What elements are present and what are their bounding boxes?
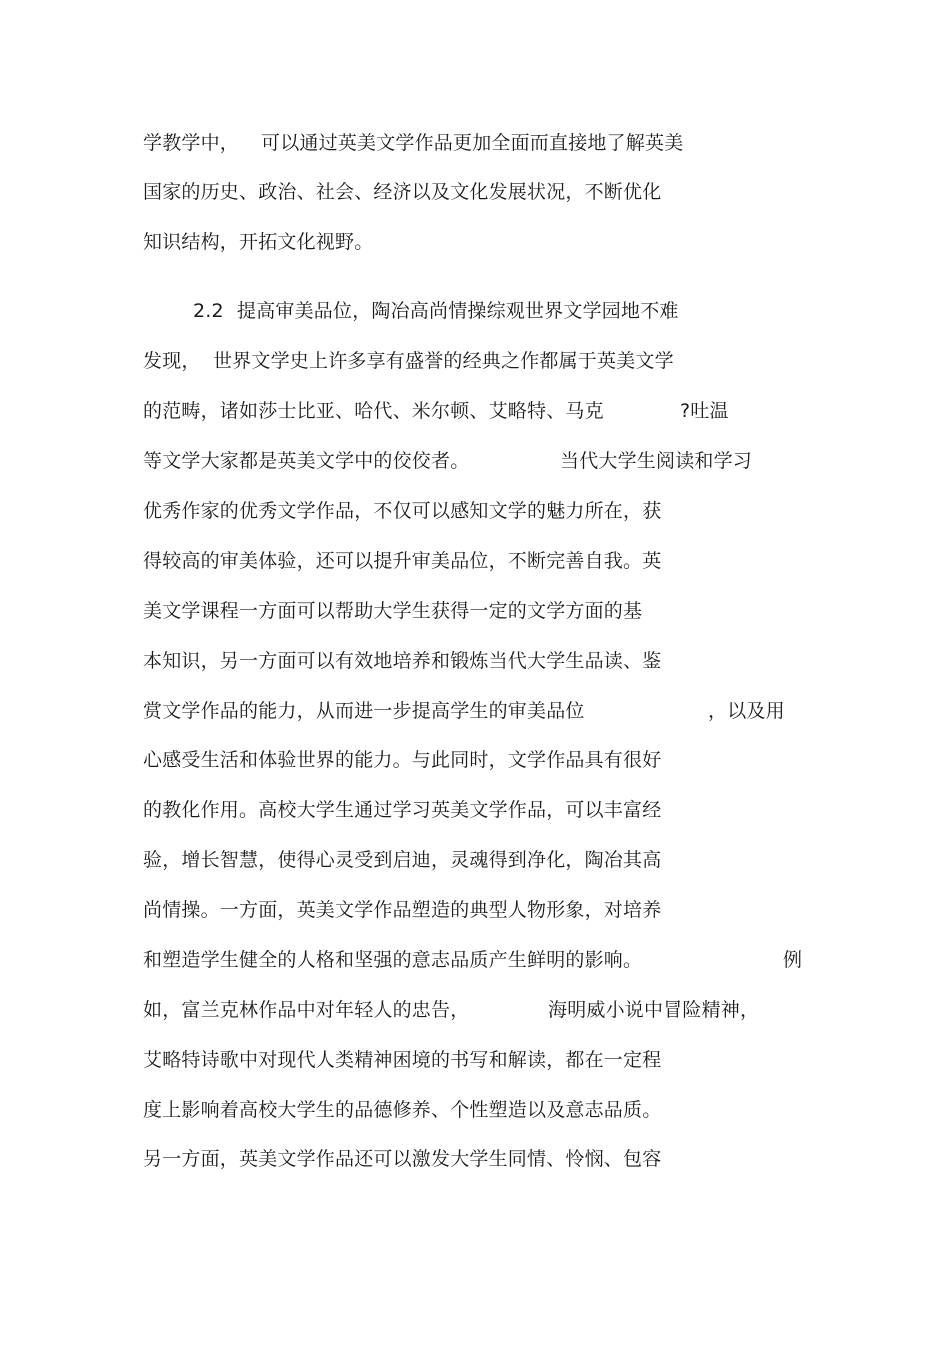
- text-segment: 当代大学生阅读和学习: [560, 450, 753, 472]
- text-segment: 提高审美品位，陶冶高尚情操综观世界文学园地不难: [237, 300, 679, 322]
- text-segment: 赏文学作品的能力，从而进一步提高学生的审美品位: [143, 700, 585, 722]
- text-segment: 如，富兰克林作品中对年轻人的忠告，: [143, 999, 470, 1021]
- text-segment: 学教学中，: [143, 132, 240, 154]
- text-segment: 可以通过英美文学作品更加全面而直接地了解英美: [261, 132, 684, 154]
- text-segment: 世界文学史上许多享有盛誉的经典之作都属于英美文学: [213, 350, 674, 372]
- text-segment: 发现，: [143, 350, 201, 372]
- section-number: 2.2: [193, 300, 224, 322]
- text-segment: 心感受生活和体验世界的能力。与此同时，文学作品具有很好: [143, 749, 662, 771]
- text-segment: 本知识，另一方面可以有效地培养和锻炼当代大学生品读、鉴: [143, 650, 662, 672]
- text-segment: 的范畴，诸如莎士比亚、哈代、米尔顿、艾略特、马克: [143, 400, 604, 422]
- text-segment: 等文学大家都是英美文学中的佼佼者。: [143, 450, 470, 472]
- text-segment: 美文学课程一方面可以帮助大学生获得一定的文学方面的基: [143, 600, 643, 622]
- text-segment: ，以及用: [708, 700, 785, 722]
- text-segment: 知识结构，开拓文化视野。: [143, 231, 374, 253]
- text-segment: 尚情操。一方面，英美文学作品塑造的典型人物形象，对培养: [143, 899, 662, 921]
- text-segment: 的教化作用。高校大学生通过学习英美文学作品，可以丰富经: [143, 799, 662, 821]
- text-segment: 得较高的审美体验，还可以提升审美品位，不断完善自我。英: [143, 550, 662, 572]
- text-segment: 优秀作家的优秀文学作品，不仅可以感知文学的魅力所在，获: [143, 500, 662, 522]
- text-segment: 验，增长智慧，使得心灵受到启迪，灵魂得到净化，陶冶其高: [143, 849, 662, 871]
- text-segment: 另一方面，英美文学作品还可以激发大学生同情、怜悯、包容: [143, 1148, 662, 1170]
- text-segment: 海明威小说中冒险精神，: [548, 999, 760, 1021]
- text-segment: 和塑造学生健全的人格和坚强的意志品质产生鲜明的影响。: [143, 949, 643, 971]
- text-segment: 度上影响着高校大学生的品德修养、个性塑造以及意志品质。: [143, 1099, 662, 1121]
- text-segment: 艾略特诗歌中对现代人类精神困境的书写和解读，都在一定程: [143, 1049, 662, 1071]
- text-segment: ?吐温: [680, 400, 729, 422]
- text-segment: 国家的历史、政治、社会、经济以及文化发展状况，不断优化: [143, 181, 662, 203]
- text-segment: 例: [783, 949, 803, 971]
